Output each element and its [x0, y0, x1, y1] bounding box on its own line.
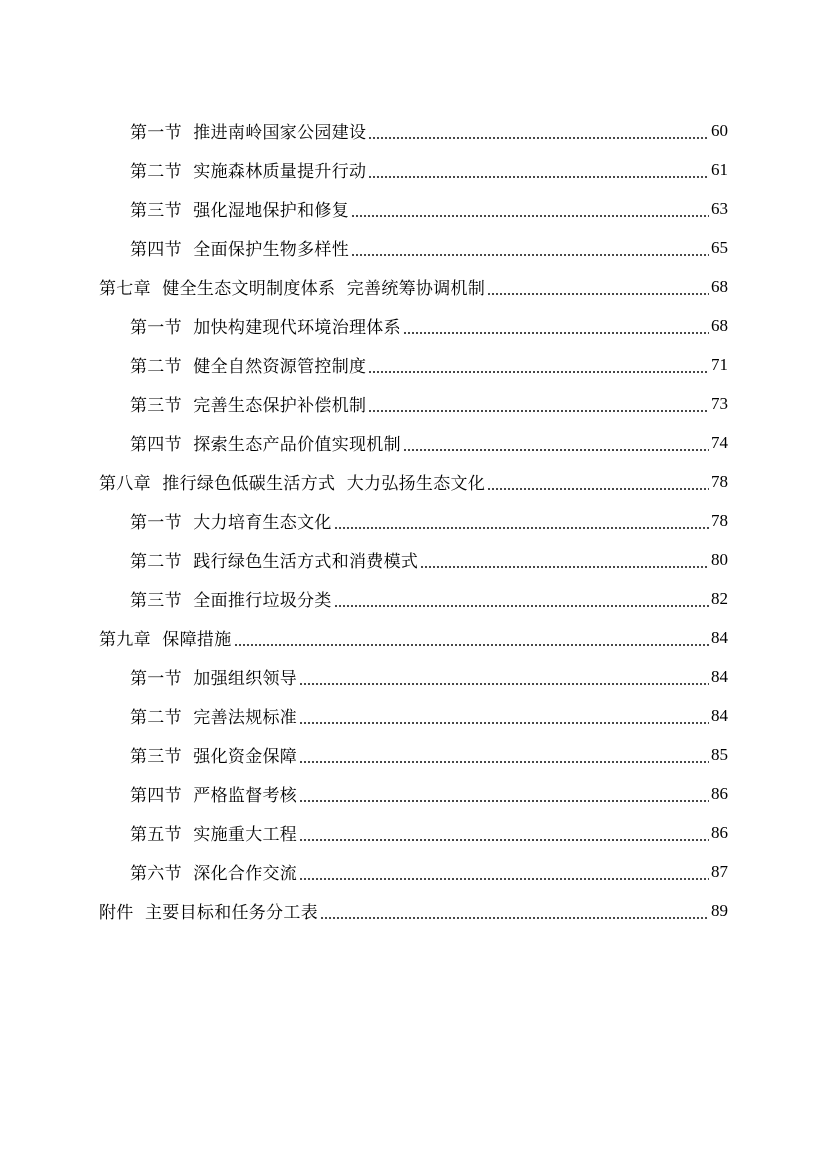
toc-entry-page: 68	[711, 315, 728, 335]
dot-leader	[368, 394, 709, 413]
toc-entry-title: 第一节 加强组织领导	[130, 669, 298, 689]
dot-leader	[320, 901, 709, 920]
toc-entry-title: 附件 主要目标和任务分工表	[99, 903, 319, 923]
dot-leader	[403, 316, 709, 335]
toc-entry-page: 71	[711, 354, 728, 374]
toc-entry-title: 第四节 探索生态产品价值实现机制	[130, 435, 401, 455]
toc-entry[interactable]	[0, 423, 827, 462]
dot-leader	[299, 706, 709, 725]
toc-entry-title: 第三节 强化湿地保护和修复	[130, 201, 350, 221]
toc-entry[interactable]	[0, 813, 827, 852]
toc-entry-page: 84	[711, 666, 728, 686]
toc-entry-title: 第九章 保障措施	[99, 630, 232, 650]
dot-leader	[299, 667, 709, 686]
toc-entry-page: 87	[711, 861, 728, 881]
toc-entry-page: 73	[711, 393, 728, 413]
dot-leader	[334, 589, 709, 608]
toc-entry-title: 第一节 加快构建现代环境治理体系	[130, 318, 401, 338]
toc-entry-title: 第三节 全面推行垃圾分类	[130, 591, 332, 611]
toc-entry[interactable]	[0, 618, 827, 657]
toc-entry-title: 第二节 实施森林质量提升行动	[130, 162, 367, 182]
toc-entry-page: 85	[711, 744, 728, 764]
toc-entry-page: 86	[711, 822, 728, 842]
toc-entry-page: 89	[711, 900, 728, 920]
dot-leader	[299, 823, 709, 842]
toc-entry-page: 84	[711, 705, 728, 725]
dot-leader	[368, 121, 709, 140]
toc-entry[interactable]	[0, 657, 827, 696]
toc-entry-page: 60	[711, 120, 728, 140]
toc-entry-title: 第八章 推行绿色低碳生活方式 大力弘扬生态文化	[99, 474, 486, 494]
toc-entry-page: 61	[711, 159, 728, 179]
dot-leader	[368, 160, 709, 179]
dot-leader	[368, 355, 709, 374]
toc-entry-page: 74	[711, 432, 728, 452]
toc-entry-page: 82	[711, 588, 728, 608]
dot-leader	[351, 238, 709, 257]
toc-entry-title: 第二节 健全自然资源管控制度	[130, 357, 367, 377]
toc-entry[interactable]	[0, 306, 827, 345]
toc-entry-title: 第四节 全面保护生物多样性	[130, 240, 350, 260]
toc-entry-page: 86	[711, 783, 728, 803]
toc-entry-title: 第二节 完善法规标准	[130, 708, 298, 728]
toc-entry[interactable]	[0, 228, 827, 267]
toc-entry-page: 80	[711, 549, 728, 569]
toc-entry-title: 第三节 完善生态保护补偿机制	[130, 396, 367, 416]
toc-entry-title: 第七章 健全生态文明制度体系 完善统筹协调机制	[99, 279, 486, 299]
dot-leader	[334, 511, 709, 530]
toc-entry-page: 63	[711, 198, 728, 218]
toc-entry[interactable]	[0, 696, 827, 735]
dot-leader	[299, 784, 709, 803]
toc-entry[interactable]	[0, 345, 827, 384]
dot-leader	[234, 628, 709, 647]
dot-leader	[420, 550, 709, 569]
toc-entry-title: 第五节 实施重大工程	[130, 825, 298, 845]
table-of-contents	[0, 111, 827, 930]
toc-entry-page: 84	[711, 627, 728, 647]
toc-entry-title: 第一节 大力培育生态文化	[130, 513, 332, 533]
toc-entry[interactable]	[0, 852, 827, 891]
toc-entry-title: 第一节 推进南岭国家公园建设	[130, 123, 367, 143]
dot-leader	[487, 277, 709, 296]
toc-entry[interactable]	[0, 735, 827, 774]
toc-entry-page: 78	[711, 510, 728, 530]
toc-entry[interactable]	[0, 384, 827, 423]
toc-entry-title: 第四节 严格监督考核	[130, 786, 298, 806]
toc-entry-title: 第三节 强化资金保障	[130, 747, 298, 767]
toc-entry[interactable]	[0, 111, 827, 150]
toc-entry-page: 78	[711, 471, 728, 491]
dot-leader	[299, 862, 709, 881]
toc-entry[interactable]	[0, 150, 827, 189]
toc-entry[interactable]	[0, 501, 827, 540]
dot-leader	[487, 472, 709, 491]
toc-entry-title: 第二节 践行绿色生活方式和消费模式	[130, 552, 419, 572]
toc-entry-page: 68	[711, 276, 728, 296]
toc-entry[interactable]	[0, 891, 827, 930]
toc-entry[interactable]	[0, 540, 827, 579]
dot-leader	[403, 433, 709, 452]
toc-entry[interactable]	[0, 462, 827, 501]
toc-entry[interactable]	[0, 189, 827, 228]
dot-leader	[351, 199, 709, 218]
toc-entry[interactable]	[0, 267, 827, 306]
toc-entry-title: 第六节 深化合作交流	[130, 864, 298, 884]
toc-entry[interactable]	[0, 579, 827, 618]
toc-entry-page: 65	[711, 237, 728, 257]
toc-entry[interactable]	[0, 774, 827, 813]
dot-leader	[299, 745, 709, 764]
